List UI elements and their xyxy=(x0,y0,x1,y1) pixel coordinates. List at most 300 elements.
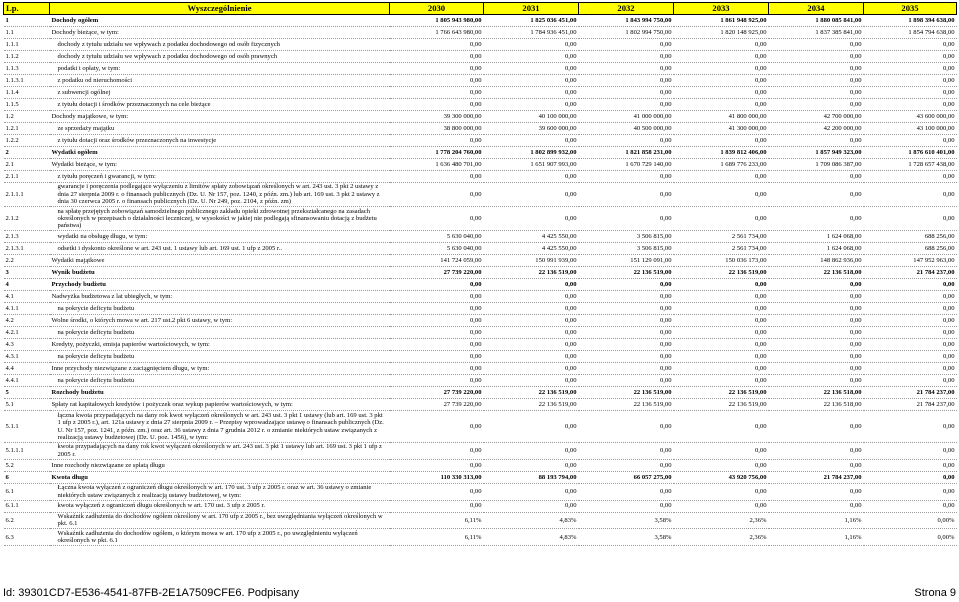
row-description: Rozchody budżetu xyxy=(50,387,390,399)
table-row xyxy=(4,303,957,315)
row-number: 4.4.1 xyxy=(4,375,50,387)
value-cell: 0,00 xyxy=(579,442,674,459)
table-row xyxy=(4,231,957,243)
value-cell: 0,00 xyxy=(864,75,957,87)
value-cell: 1 880 085 841,00 xyxy=(769,15,864,27)
value-cell: 0,00 xyxy=(864,279,957,291)
value-cell: 0,00 xyxy=(579,327,674,339)
value-cell: 0,00 xyxy=(390,87,484,99)
table-row xyxy=(4,279,957,291)
table-body xyxy=(4,15,957,546)
row-number: 6.1.1 xyxy=(4,500,50,512)
table-row xyxy=(4,387,957,399)
value-cell: 0,00 xyxy=(674,171,769,183)
table-row xyxy=(4,255,957,267)
value-cell: 0,00 xyxy=(579,135,674,147)
value-cell: 0,00 xyxy=(769,99,864,111)
value-cell: 0,00 xyxy=(484,99,579,111)
value-cell: 6,11% xyxy=(390,529,484,546)
table-row xyxy=(4,471,957,483)
value-cell: 0,00 xyxy=(579,459,674,471)
value-cell: 1 670 729 140,00 xyxy=(579,159,674,171)
value-cell: 0,00 xyxy=(674,500,769,512)
value-cell: 2 561 734,00 xyxy=(674,231,769,243)
value-cell: 0,00 xyxy=(864,375,957,387)
row-description: ze sprzedaży majątku xyxy=(50,123,390,135)
value-cell: 1 876 610 401,00 xyxy=(864,147,957,159)
row-description: wydatki na obsługę długu, w tym: xyxy=(50,231,390,243)
value-cell: 0,00 xyxy=(769,183,864,207)
value-cell: 0,00 xyxy=(674,207,769,231)
row-description: z podatku od nieruchomości xyxy=(50,75,390,87)
value-cell: 1 861 948 925,00 xyxy=(674,15,769,27)
value-cell: 6,11% xyxy=(390,512,484,529)
value-cell: 0,00 xyxy=(674,63,769,75)
value-cell: 0,00 xyxy=(864,351,957,363)
row-number: 4.2.1 xyxy=(4,327,50,339)
value-cell: 0,00 xyxy=(674,39,769,51)
table-row xyxy=(4,442,957,459)
value-cell: 0,00 xyxy=(674,442,769,459)
table-row xyxy=(4,351,957,363)
table-row xyxy=(4,375,957,387)
value-cell: 0,00 xyxy=(579,483,674,500)
value-cell: 0,00 xyxy=(484,207,579,231)
value-cell: 0,00 xyxy=(390,135,484,147)
value-cell: 0,00 xyxy=(769,411,864,443)
row-description: Dochody bieżące, w tym: xyxy=(50,27,390,39)
row-description: Wynik budżetu xyxy=(50,267,390,279)
value-cell: 0,00 xyxy=(864,51,957,63)
value-cell: 1,16% xyxy=(769,512,864,529)
value-cell: 0,00 xyxy=(579,303,674,315)
value-cell: 22 136 519,00 xyxy=(579,399,674,411)
row-number: 1.1.5 xyxy=(4,99,50,111)
table-row xyxy=(4,411,957,443)
value-cell: 0,00 xyxy=(484,51,579,63)
value-cell: 0,00 xyxy=(864,87,957,99)
value-cell: 0,00 xyxy=(579,500,674,512)
row-number: 1.1.2 xyxy=(4,51,50,63)
header-year: 2034 xyxy=(769,3,864,15)
value-cell: 0,00 xyxy=(390,99,484,111)
value-cell: 1 837 385 841,00 xyxy=(769,27,864,39)
value-cell: 0,00 xyxy=(864,363,957,375)
value-cell: 1 651 907 993,00 xyxy=(484,159,579,171)
value-cell: 1 857 949 323,00 xyxy=(769,147,864,159)
row-description: na pokrycie deficytu budżetu xyxy=(50,375,390,387)
row-number: 1.2.2 xyxy=(4,135,50,147)
header-year: 2031 xyxy=(484,3,579,15)
value-cell: 0,00 xyxy=(864,39,957,51)
value-cell: 1 854 794 638,00 xyxy=(864,27,957,39)
row-number: 5.1.1 xyxy=(4,411,50,443)
table-row xyxy=(4,483,957,500)
value-cell: 0,00 xyxy=(769,171,864,183)
value-cell: 0,00 xyxy=(484,171,579,183)
value-cell: 0,00 xyxy=(390,75,484,87)
value-cell: 0,00 xyxy=(769,483,864,500)
forecast-table xyxy=(3,2,957,546)
value-cell: 0,00 xyxy=(769,87,864,99)
value-cell: 0,00 xyxy=(484,459,579,471)
value-cell: 39 600 000,00 xyxy=(484,123,579,135)
value-cell: 0,00 xyxy=(390,375,484,387)
value-cell: 0,00 xyxy=(864,471,957,483)
value-cell: 1 821 858 231,00 xyxy=(579,147,674,159)
table-row xyxy=(4,500,957,512)
value-cell: 0,00 xyxy=(390,183,484,207)
value-cell: 0,00 xyxy=(579,63,674,75)
value-cell: 21 784 237,00 xyxy=(864,267,957,279)
value-cell: 0,00 xyxy=(674,51,769,63)
value-cell: 1 820 148 925,00 xyxy=(674,27,769,39)
value-cell: 0,00 xyxy=(579,279,674,291)
value-cell: 0,00 xyxy=(769,339,864,351)
value-cell: 0,00 xyxy=(769,315,864,327)
value-cell: 0,00 xyxy=(769,75,864,87)
value-cell: 0,00 xyxy=(769,442,864,459)
row-description: odsetki i dyskonto określone w art. 243 ust. 1 ustawy lub art. 169 ust. 1 ufp z 2005 r.. xyxy=(50,243,390,255)
value-cell: 0,00 xyxy=(390,51,484,63)
value-cell: 0,00 xyxy=(864,459,957,471)
row-description: Wydatki ogółem xyxy=(50,147,390,159)
value-cell: 0,00 xyxy=(390,327,484,339)
row-description: na spłatę przejętych zobowiązań samodzielnego publicznego zakładu opieki zdrowotnej przekształcanego na zasadach określonych w przepisach o działalności leczniczej, w wysokości w jakiej nie podlegają sfinansowaniu dotacją z budżetu państwa) xyxy=(50,207,390,231)
value-cell: 0,00 xyxy=(864,63,957,75)
value-cell: 0,00 xyxy=(390,500,484,512)
row-description: łączna kwota przypadających na dany rok kwot wyłączeń określonych w art. 243 ust. 3 pkt 1 ustawy (lub art. 169 ust. 3 pkt 1 ufp z 2005 r.), art. 121a ustawy z dnia 27 sierpnia 2009 r. – Przepisy wprowadzające ustawę o finansach publicznych (Dz. U. Nr 157, poz. 1241, z późn. zm.) oraz art. 36 ustawy z dnia 7 grudnia 2012 r. o zmianie niektórych ustaw związanych z realizacją ustawy budżetowej (Dz. U. poz. 1456), w tym: xyxy=(50,411,390,443)
value-cell: 0,00 xyxy=(390,315,484,327)
table-row xyxy=(4,27,957,39)
value-cell: 3 506 815,00 xyxy=(579,243,674,255)
table-row xyxy=(4,243,957,255)
table-row xyxy=(4,327,957,339)
value-cell: 4 425 550,00 xyxy=(484,243,579,255)
table-row xyxy=(4,63,957,75)
header-year: 2035 xyxy=(864,3,957,15)
value-cell: 0,00 xyxy=(579,351,674,363)
value-cell: 0,00 xyxy=(674,363,769,375)
value-cell: 22 136 518,00 xyxy=(769,387,864,399)
value-cell: 0,00 xyxy=(769,207,864,231)
value-cell: 41 300 000,00 xyxy=(674,123,769,135)
value-cell: 3 506 815,00 xyxy=(579,231,674,243)
value-cell: 22 136 519,00 xyxy=(674,267,769,279)
row-number: 2.1.1 xyxy=(4,171,50,183)
value-cell: 0,00 xyxy=(390,411,484,443)
table-row xyxy=(4,267,957,279)
table-row xyxy=(4,339,957,351)
value-cell: 0,00 xyxy=(484,339,579,351)
value-cell: 4,83% xyxy=(484,512,579,529)
value-cell: 0,00 xyxy=(579,183,674,207)
row-number: 1.1 xyxy=(4,27,50,39)
table-row xyxy=(4,315,957,327)
row-description: Przychody budżetu xyxy=(50,279,390,291)
value-cell: 0,00 xyxy=(864,442,957,459)
value-cell: 0,00 xyxy=(484,87,579,99)
header-year: 2033 xyxy=(674,3,769,15)
value-cell: 0,00 xyxy=(484,183,579,207)
row-description: na pokrycie deficytu budżetu xyxy=(50,351,390,363)
row-description: Dochody majątkowe, w tym: xyxy=(50,111,390,123)
row-number: 5.1 xyxy=(4,399,50,411)
value-cell: 0,00% xyxy=(864,512,957,529)
value-cell: 27 739 220,00 xyxy=(390,387,484,399)
value-cell: 0,00 xyxy=(674,291,769,303)
value-cell: 0,00 xyxy=(864,207,957,231)
value-cell: 0,00 xyxy=(674,339,769,351)
value-cell: 42 200 000,00 xyxy=(769,123,864,135)
value-cell: 21 784 237,00 xyxy=(864,399,957,411)
row-number: 1 xyxy=(4,15,50,27)
value-cell: 0,00 xyxy=(864,99,957,111)
value-cell: 27 739 220,00 xyxy=(390,399,484,411)
value-cell: 2,36% xyxy=(674,529,769,546)
row-number: 1.2.1 xyxy=(4,123,50,135)
value-cell: 0,00 xyxy=(769,375,864,387)
row-description: Kwota długu xyxy=(50,471,390,483)
value-cell: 43 920 756,00 xyxy=(674,471,769,483)
value-cell: 0,00 xyxy=(390,459,484,471)
value-cell: 0,00 xyxy=(674,279,769,291)
value-cell: 22 136 519,00 xyxy=(484,387,579,399)
value-cell: 0,00 xyxy=(674,183,769,207)
value-cell: 0,00 xyxy=(769,279,864,291)
row-number: 1.1.4 xyxy=(4,87,50,99)
value-cell: 0,00 xyxy=(769,363,864,375)
value-cell: 0,00 xyxy=(579,363,674,375)
value-cell: 88 193 794,00 xyxy=(484,471,579,483)
row-number: 2.1 xyxy=(4,159,50,171)
value-cell: 0,00 xyxy=(390,39,484,51)
value-cell: 0,00 xyxy=(484,363,579,375)
table-row xyxy=(4,135,957,147)
value-cell: 0,00 xyxy=(484,442,579,459)
value-cell: 0,00 xyxy=(579,39,674,51)
value-cell: 0,00 xyxy=(579,375,674,387)
value-cell: 688 256,00 xyxy=(864,231,957,243)
value-cell: 0,00 xyxy=(579,171,674,183)
value-cell: 148 862 936,00 xyxy=(769,255,864,267)
value-cell: 0,00 xyxy=(484,351,579,363)
value-cell: 27 739 220,00 xyxy=(390,267,484,279)
value-cell: 40 500 000,00 xyxy=(579,123,674,135)
table-row xyxy=(4,363,957,375)
value-cell: 1 624 068,00 xyxy=(769,243,864,255)
value-cell: 0,00 xyxy=(390,207,484,231)
value-cell: 1 825 036 451,00 xyxy=(484,15,579,27)
table-row xyxy=(4,459,957,471)
row-number: 4.1 xyxy=(4,291,50,303)
value-cell: 42 700 000,00 xyxy=(769,111,864,123)
value-cell: 0,00 xyxy=(390,279,484,291)
value-cell: 0,00 xyxy=(579,75,674,87)
value-cell: 0,00 xyxy=(769,459,864,471)
value-cell: 150 036 173,00 xyxy=(674,255,769,267)
header-lp: Lp. xyxy=(4,3,50,15)
value-cell: 0,00 xyxy=(674,351,769,363)
row-description: Wydatki majątkowe xyxy=(50,255,390,267)
value-cell: 0,00 xyxy=(484,327,579,339)
row-number: 1.1.1 xyxy=(4,39,50,51)
row-description: podatki i opłaty, w tym: xyxy=(50,63,390,75)
value-cell: 0,00 xyxy=(390,339,484,351)
row-number: 2.1.1.1 xyxy=(4,183,50,207)
value-cell: 1 784 936 451,00 xyxy=(484,27,579,39)
page-footer xyxy=(3,585,956,601)
row-number: 5 xyxy=(4,387,50,399)
row-number: 6.3 xyxy=(4,529,50,546)
value-cell: 4,83% xyxy=(484,529,579,546)
table-row xyxy=(4,99,957,111)
row-number: 3 xyxy=(4,267,50,279)
row-description: Inne rozchody niezwiązane ze spłatą długu xyxy=(50,459,390,471)
row-description: z tytułu dotacji i środków przeznaczonych na cele bieżące xyxy=(50,99,390,111)
table-row xyxy=(4,159,957,171)
row-number: 4.2 xyxy=(4,315,50,327)
value-cell: 0,00 xyxy=(390,483,484,500)
table-row xyxy=(4,183,957,207)
value-cell: 5 630 040,00 xyxy=(390,243,484,255)
row-number: 2.1.3.1 xyxy=(4,243,50,255)
value-cell: 0,00 xyxy=(390,363,484,375)
value-cell: 0,00 xyxy=(674,327,769,339)
row-description: Nadwyżka budżetowa z lat ubiegłych, w tym: xyxy=(50,291,390,303)
value-cell: 110 330 313,00 xyxy=(390,471,484,483)
value-cell: 0,00 xyxy=(579,87,674,99)
value-cell: 150 991 939,00 xyxy=(484,255,579,267)
value-cell: 1 778 204 760,00 xyxy=(390,147,484,159)
value-cell: 1,16% xyxy=(769,529,864,546)
row-description: Spłaty rat kapitałowych kredytów i pożyczek oraz wykup papierów wartościowych, w tym: xyxy=(50,399,390,411)
value-cell: 38 800 000,00 xyxy=(390,123,484,135)
value-cell: 4 425 550,00 xyxy=(484,231,579,243)
value-cell: 0,00 xyxy=(769,327,864,339)
value-cell: 0,00 xyxy=(769,351,864,363)
value-cell: 0,00 xyxy=(579,207,674,231)
value-cell: 1 624 068,00 xyxy=(769,231,864,243)
value-cell: 0,00 xyxy=(769,135,864,147)
value-cell: 147 952 963,00 xyxy=(864,255,957,267)
value-cell: 3,58% xyxy=(579,529,674,546)
value-cell: 0,00 xyxy=(390,63,484,75)
value-cell: 0,00 xyxy=(674,459,769,471)
row-number: 2.2 xyxy=(4,255,50,267)
value-cell: 0,00 xyxy=(864,483,957,500)
value-cell: 0,00 xyxy=(484,411,579,443)
value-cell: 0,00 xyxy=(484,500,579,512)
value-cell: 1 839 812 406,00 xyxy=(674,147,769,159)
header-year: 2032 xyxy=(579,3,674,15)
row-number: 4.1.1 xyxy=(4,303,50,315)
value-cell: 1 728 657 438,00 xyxy=(864,159,957,171)
value-cell: 0,00 xyxy=(864,183,957,207)
value-cell: 0,00 xyxy=(864,339,957,351)
row-number: 1.1.3 xyxy=(4,63,50,75)
value-cell: 1 689 776 233,00 xyxy=(674,159,769,171)
row-number: 2.1.3 xyxy=(4,231,50,243)
row-description: kwota przypadających na dany rok kwot wyłączeń określonych w art. 243 ust. 3 pkt 1 ustawy lub art. 169 ust. 3 pkt 1 ufp z 2005 r. xyxy=(50,442,390,459)
value-cell: 43 600 000,00 xyxy=(864,111,957,123)
value-cell: 0,00 xyxy=(484,39,579,51)
row-description: Wskaźnik zadłużenia do dochodów ogółem, o którym mowa w art. 170 ufp z 2005 r., po uwzględnieniu wyłączeń określonych w pkt. 6.1 xyxy=(50,529,390,546)
row-description: Kredyty, pożyczki, emisja papierów wartościowych, w tym: xyxy=(50,339,390,351)
financial-forecast-sheet xyxy=(3,2,956,546)
value-cell: 0,00 xyxy=(674,75,769,87)
value-cell: 22 136 519,00 xyxy=(579,267,674,279)
value-cell: 0,00% xyxy=(864,529,957,546)
value-cell: 0,00 xyxy=(864,291,957,303)
value-cell: 0,00 xyxy=(579,411,674,443)
table-row xyxy=(4,87,957,99)
value-cell: 0,00 xyxy=(579,99,674,111)
value-cell: 0,00 xyxy=(769,39,864,51)
value-cell: 41 000 000,00 xyxy=(579,111,674,123)
value-cell: 1 802 899 932,00 xyxy=(484,147,579,159)
row-description: na pokrycie deficytu budżetu xyxy=(50,327,390,339)
row-description: gwarancje i poręczenia podlegające wyłączeniu z limitów spłaty zobowiązań określonych w art. 243 ust. 3 pkt 2 ustawy z dnia 27 sierpnia 2009 r. o finansach publicznych (Dz. U. Nr 157, poz. 1240, z późn. zm.) lub art. 169 ust. 3 pkt 2 ustawy z dnia 30 czerwca 2005 r. o finansach publicznych (Dz. U. Nr 249, poz. 2104, z późn. zm) xyxy=(50,183,390,207)
value-cell: 0,00 xyxy=(769,51,864,63)
row-description: dochody z tytułu udziału we wpływach z podatku dochodowego od osób fizycznych xyxy=(50,39,390,51)
value-cell: 0,00 xyxy=(674,315,769,327)
value-cell: 1 802 994 750,00 xyxy=(579,27,674,39)
value-cell: 22 136 518,00 xyxy=(769,399,864,411)
table-row xyxy=(4,39,957,51)
row-description: Wydatki bieżące, w tym: xyxy=(50,159,390,171)
value-cell: 41 800 000,00 xyxy=(674,111,769,123)
value-cell: 0,00 xyxy=(484,303,579,315)
row-number: 2.1.2 xyxy=(4,207,50,231)
table-row xyxy=(4,207,957,231)
value-cell: 0,00 xyxy=(484,63,579,75)
value-cell: 0,00 xyxy=(484,291,579,303)
value-cell: 0,00 xyxy=(864,315,957,327)
value-cell: 1 709 086 387,00 xyxy=(769,159,864,171)
table-row xyxy=(4,512,957,529)
value-cell: 0,00 xyxy=(579,315,674,327)
row-number: 6.1 xyxy=(4,483,50,500)
value-cell: 0,00 xyxy=(769,500,864,512)
value-cell: 2 561 734,00 xyxy=(674,243,769,255)
row-number: 2 xyxy=(4,147,50,159)
row-number: 5.1.1.1 xyxy=(4,442,50,459)
table-row xyxy=(4,291,957,303)
value-cell: 0,00 xyxy=(390,303,484,315)
value-cell: 22 136 519,00 xyxy=(484,267,579,279)
row-number: 4.4 xyxy=(4,363,50,375)
value-cell: 5 630 040,00 xyxy=(390,231,484,243)
value-cell: 22 136 519,00 xyxy=(579,387,674,399)
value-cell: 1 766 643 980,00 xyxy=(390,27,484,39)
value-cell: 0,00 xyxy=(674,303,769,315)
row-description: Wolne środki, o których mowa w art. 217 ust.2 pkt 6 ustawy, w tym: xyxy=(50,315,390,327)
value-cell: 141 724 059,00 xyxy=(390,255,484,267)
value-cell: 21 784 237,00 xyxy=(864,387,957,399)
value-cell: 0,00 xyxy=(390,351,484,363)
table-row xyxy=(4,15,957,27)
value-cell: 0,00 xyxy=(864,327,957,339)
row-description: z tytułu dotacji oraz środków przeznaczonych na inwestycje xyxy=(50,135,390,147)
value-cell: 22 136 519,00 xyxy=(674,387,769,399)
row-description: dochody z tytułu udziału we wpływach z podatku dochodowego od osób prawnych xyxy=(50,51,390,63)
value-cell: 0,00 xyxy=(674,483,769,500)
header-row xyxy=(4,3,957,15)
row-description: kwota wyłączeń z ograniczeń długu określonych w art. 170 ust. 3 ufp z 2005 r. xyxy=(50,500,390,512)
header-description: Wyszczególnienie xyxy=(50,3,390,15)
value-cell: 1 636 480 701,00 xyxy=(390,159,484,171)
